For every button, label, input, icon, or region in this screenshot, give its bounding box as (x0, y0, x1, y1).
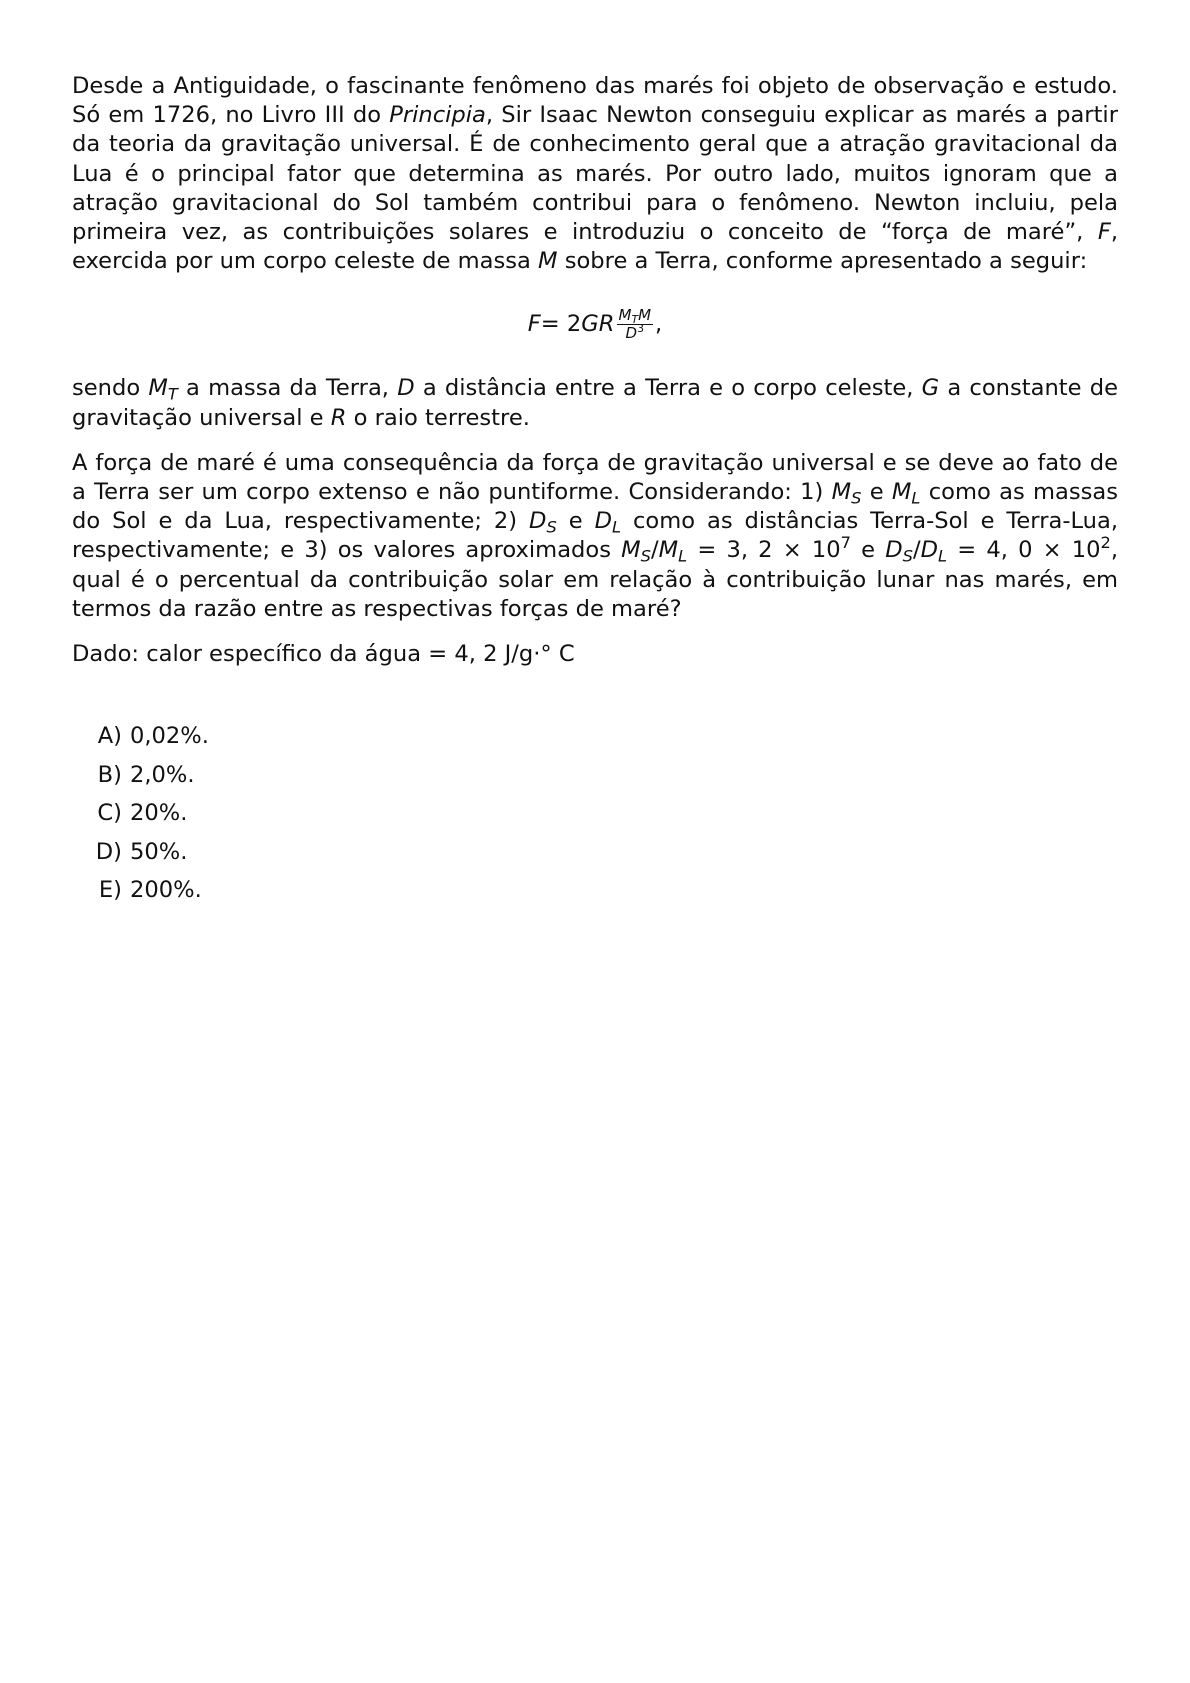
denominator-exponent: 3 (637, 321, 644, 335)
q-ratio2-L-subscript: L (938, 546, 948, 566)
formula-numerator (617, 307, 654, 325)
option-letter: E) (98, 877, 122, 904)
q-ratio2-slash: / (912, 537, 921, 564)
numerator-M2: M (638, 305, 652, 324)
formula-denominator (624, 321, 646, 342)
q-DS-S-subscript: S (546, 517, 557, 537)
question-text-2: e (861, 479, 892, 506)
option-d[interactable] (72, 839, 1118, 878)
q-DL-D: D (594, 508, 612, 535)
option-b[interactable] (72, 762, 1118, 801)
question-paragraph (72, 449, 1118, 624)
denominator-D: D (625, 323, 638, 342)
question-text-4: e (556, 508, 595, 535)
q-ML-M: M (891, 479, 912, 506)
defs-text-3: a distância entre a Terra e o corpo celeste, (414, 375, 922, 402)
formula-fraction (617, 307, 654, 342)
option-a[interactable] (72, 723, 1118, 762)
intro-text-4: sobre a Terra, conforme apresentado a seguir: (557, 248, 1088, 275)
intro-text-3: , exercida por um corpo celeste de massa (72, 219, 1118, 275)
formula-tail: , (655, 311, 663, 338)
tidal-force-formula (72, 292, 1118, 356)
formula-G: G (581, 311, 599, 338)
option-letter: B) (97, 761, 122, 788)
defs-T-subscript: T (167, 384, 178, 404)
given-data: Dado: calor específico da água = 4, 2 J/g·° C (72, 641, 575, 668)
option-e[interactable] (72, 877, 1118, 916)
q-ratio1-S-subscript: S (640, 546, 651, 566)
principia-title: Principia (389, 102, 486, 129)
defs-text-2: a massa da Terra, (177, 375, 398, 402)
answer-options (72, 723, 1118, 916)
option-letter: D) (95, 838, 122, 865)
q-ratio2-D: D (885, 537, 903, 564)
intro-paragraph (72, 72, 1118, 276)
defs-text-5: o raio terrestre. (346, 404, 530, 431)
defs-text-4: a constante de gravitação universal e (72, 375, 1118, 431)
question-text-8: = 4, 0 × 10 (947, 537, 1101, 564)
question-text-1: A força de maré é uma consequência da força de gravitação universal e se deve ao fato de a Terra ser um corpo extenso e não puntiforme. Considerando: 1) (72, 449, 1118, 506)
option-c[interactable] (72, 800, 1118, 839)
option-text: 2,0%. (130, 761, 195, 788)
option-letter: C) (97, 800, 122, 827)
question-page (72, 72, 1118, 916)
intro-text-2: , Sir Isaac Newton conseguiu explicar as marés a partir da teoria da gravitação universal. É de conhecimento geral que a atração gravitacional da Lua é o principal fator que determina as marés. Por outro lado, muitos ignoram que a atração gravitacional do Sol também contribui para o fenômeno. Newton incluiu, pela primeira vez, as contribuições solares e introduziu o conceito de “força de maré”, (72, 102, 1119, 246)
symbol-M: M (538, 248, 558, 275)
q-exponent-7: 7 (840, 533, 851, 553)
option-text: 20%. (130, 800, 188, 827)
intro-text-1: Desde a Antiguidade, o fascinante fenômeno das marés foi objeto de observação e estudo. Só em 1726, no Livro III do (72, 73, 1118, 129)
question-text-9: , qual é o percentual da contribuição solar em relação à contribuição lunar nas marés, em termos da razão entre as respectivas forças de maré? (72, 537, 1119, 622)
option-letter: A) (97, 723, 122, 750)
q-ratio2-S-subscript: S (902, 546, 913, 566)
q-ratio1-slash: / (650, 537, 659, 564)
symbol-F: F (1097, 219, 1111, 246)
q-ratio1-L-subscript: L (678, 546, 688, 566)
q-ratio1-M2: M (658, 537, 679, 564)
formula-eq: = 2 (540, 311, 582, 338)
option-text: 50%. (130, 838, 188, 865)
q-DS-D: D (529, 508, 547, 535)
q-exponent-2: 2 (1100, 533, 1111, 553)
q-ratio1-M: M (621, 537, 641, 564)
question-text-6: = 3, 2 × 10 (687, 537, 841, 564)
q-ratio2-D2: D (920, 537, 938, 564)
q-MS-S-subscript: S (851, 488, 862, 508)
q-DL-L-subscript: L (611, 517, 622, 537)
question-text-7: e (850, 537, 886, 564)
defs-G: G (921, 375, 940, 402)
numerator-T-subscript: T (631, 312, 639, 326)
q-MS-M: M (831, 479, 852, 506)
q-ML-L-subscript: L (911, 488, 921, 508)
defs-R: R (330, 404, 347, 431)
numerator-M: M (618, 305, 632, 324)
defs-M: M (148, 375, 168, 402)
formula-lhs: F (527, 311, 541, 338)
formula-R: R (598, 311, 615, 338)
definitions-paragraph (72, 374, 1118, 432)
option-text: 0,02%. (130, 723, 209, 750)
question-text-5: como as distâncias Terra-Sol e Terra-Lua, respectivamente; e 3) os valores aproximados (72, 508, 1119, 564)
defs-D: D (397, 375, 415, 402)
option-text: 200%. (130, 877, 202, 904)
defs-text-1: sendo (72, 375, 149, 402)
question-text-3: como as massas do Sol e da Lua, respectivamente; 2) (72, 479, 1119, 535)
